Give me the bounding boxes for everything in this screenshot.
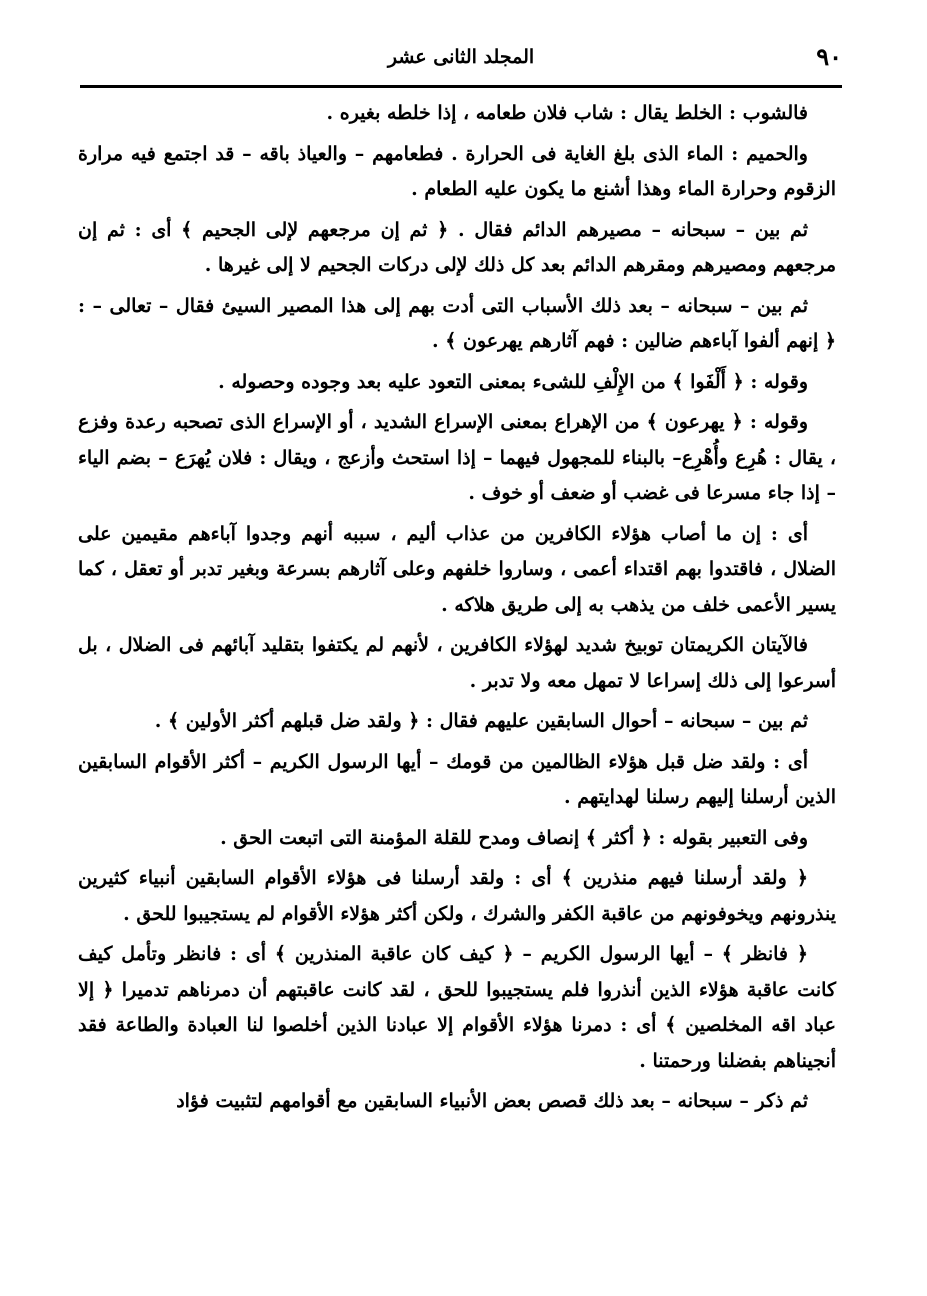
paragraph: فالآيتان الكريمتان توبيخ شديد لهؤلاء الكافرين ، لأنهم لم يكتفوا بتقليد آبائهم فى الضلال ، بل أسرعوا إلى ذلك إسراعا لا تمهل معه ولا تدبر .: [78, 634, 836, 692]
paragraph: ثم بين – سبحانه – أحوال السابقين عليهم فقال : ﴿ ولقد ضل قبلهم أكثر الأولين ﴾ .: [154, 710, 808, 732]
paragraph: ﴿ فانظر ﴾ – أيها الرسول الكريم – ﴿ كيف كان عاقبة المنذرين ﴾ أى : فانظر وتأمل كيف كانت عاقبة هؤلاء الذين أنذروا فلم يستجيبوا للحق ، لقد كانت عاقبتهم أن دمرناهم تدميرا ﴿ إلا عباد اقه المخلصين ﴾ أى : دمرنا هؤلاء الأقوام إلا عبادنا الذين أخلصوا لنا العبادة والطاعة فقد أنجيناهم بفضلنا ورحمتنا .: [78, 943, 836, 1072]
paragraph: فالشوب : الخلط يقال : شاب فلان طعامه ، إذا خلطه بغيره .: [326, 102, 808, 124]
paragraph: وفى التعبير بقوله : ﴿ أكثر ﴾ إنصاف ومدح للقلة المؤمنة التى اتبعت الحق .: [220, 826, 808, 849]
page-number: ٩٠: [816, 42, 842, 71]
paragraph: وقوله : ﴿ أَلْفَوا ﴾ من الإِلْفِ للشىء بمعنى التعود عليه بعد وجوده وحصوله .: [218, 370, 808, 393]
paragraph: ثم ذكر – سبحانه – بعد ذلك قصص بعض الأنبياء السابقين مع أقوامهم لتثبيت فؤاد: [176, 1090, 808, 1112]
paragraph: أى : ولقد ضل قبل هؤلاء الظالمين من قومك – أيها الرسول الكريم – أكثر الأقوام السابقين الذين أرسلنا إليهم رسلنا لهدايتهم .: [78, 750, 836, 808]
header-rule: [80, 85, 842, 88]
page-header: [80, 42, 842, 82]
page-body: [78, 96, 836, 1125]
running-title: المجلد الثانى عشر: [387, 46, 535, 68]
paragraph: والحميم : الماء الذى بلغ الغاية فى الحرارة . فطعامهم – والعياذ باقه – قد اجتمع فيه مرارة الزقوم وحرارة الماء وهذا أشنع ما يكون عليه الطعام .: [78, 142, 836, 200]
paragraph: ثم بين – سبحانه – بعد ذلك الأسباب التى أدت بهم إلى هذا المصير السيئ فقال – تعالى – : ﴿ إنهم ألفوا آباءهم ضالين : فهم آثارهم يهرعون ﴾ .: [78, 294, 836, 352]
paragraph: ﴿ ولقد أرسلنا فيهم منذرين ﴾ أى : ولقد أرسلنا فى هؤلاء الأقوام السابقين أنبياء كثيرين ينذرونهم ويخوفونهم من عاقبة الكفر والشرك ، ولكن أكثر هؤلاء الأقوام لم يستجيبوا للحق .: [78, 867, 836, 925]
paragraph: وقوله : ﴿ يهرعون ﴾ من الإهراع بمعنى الإسراع الشديد ، أو الإسراع الذى تصحبه رعدة وفزع ، يقال : هُرِع وأُهْرِع– بالبناء للمجهول فيهما – إذا استحث وأزعج ، ويقال : فلان يُهرَع – بضم الياء – إذا جاء مسرعا فى غضب أو ضعف أو خوف .: [78, 411, 836, 504]
paragraph: ثم بين – سبحانه – مصيرهم الدائم فقال . ﴿ ثم إن مرجعهم لإلى الجحيم ﴾ أى : ثم إن مرجعهم ومصيرهم ومقرهم الدائم بعد كل ذلك لإلى دركات الجحيم لا إلى غيرها .: [78, 218, 836, 276]
paragraph: أى : إن ما أصاب هؤلاء الكافرين من عذاب أليم ، سببه أنهم وجدوا آباءهم مقيمين على الضلال ، فاقتدوا بهم اقتداء أعمى ، وساروا خلفهم وعلى آثارهم بسرعة وبغير تدبر أو تعقل ، كما يسير الأعمى خلف من يذهب به إلى طريق هلاكه .: [78, 522, 836, 616]
